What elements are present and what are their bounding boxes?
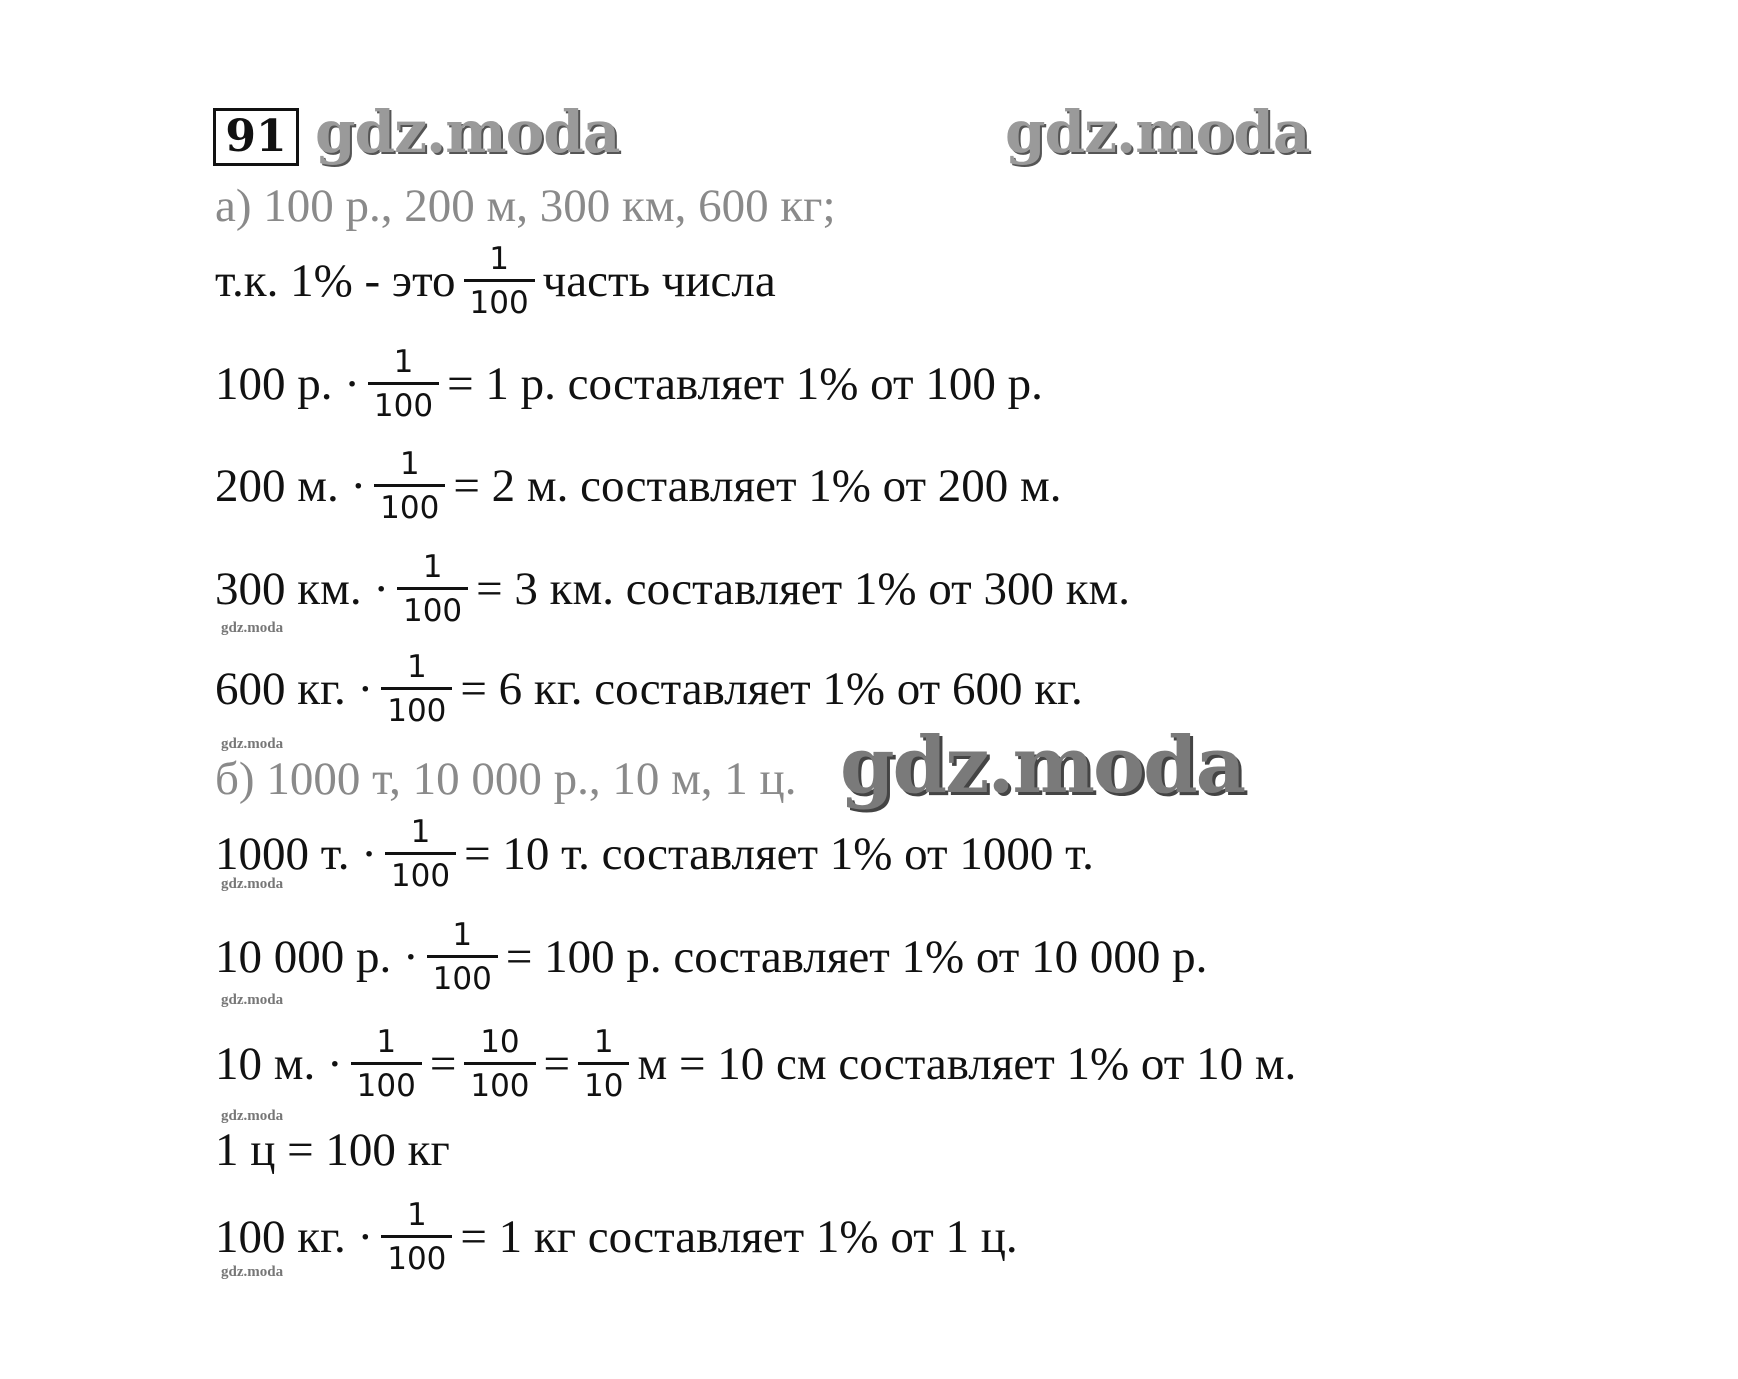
equation-left: 600 кг. · <box>215 662 374 715</box>
equation-line <box>215 813 1094 896</box>
watermark-small: gdz.moda <box>221 876 284 892</box>
fraction <box>464 240 535 323</box>
fraction <box>464 1023 535 1106</box>
watermark-small: gdz.moda <box>221 620 284 636</box>
watermark-small: gdz.moda <box>221 992 284 1008</box>
equation-line-meters <box>215 1023 1296 1106</box>
watermark-small: gdz.moda <box>221 736 284 752</box>
equation-right: = 3 км. составляет 1% от 300 км. <box>476 562 1131 615</box>
intro-after: часть числа <box>542 254 776 307</box>
fraction-numerator: 1 <box>406 1197 427 1233</box>
fraction <box>427 916 498 999</box>
equation-right: = 100 р. составляет 1% от 10 000 р. <box>505 930 1208 983</box>
fraction-numerator: 1 <box>489 241 509 277</box>
fraction-denominator: 100 <box>368 382 439 426</box>
equation-left: 10 000 р. · <box>215 930 419 983</box>
equation-line <box>215 343 1043 426</box>
fraction <box>374 445 445 528</box>
centner-line: 1 ц = 100 кг <box>215 1124 450 1176</box>
fraction <box>578 1023 629 1106</box>
equation-line <box>215 445 1062 528</box>
equation-left: 300 км. · <box>215 562 389 615</box>
watermark-small: gdz.moda <box>221 1264 284 1280</box>
equation-line <box>215 548 1130 631</box>
watermark-small: gdz.moda <box>221 1108 284 1124</box>
equation-left: 200 м. · <box>215 459 367 512</box>
task-number: 91 <box>213 108 299 166</box>
equals-sign: = <box>543 1037 571 1090</box>
fraction-denominator: 100 <box>385 852 456 896</box>
intro-line <box>215 240 776 323</box>
part-a-header: а) 100 р., 200 м, 300 км, 600 кг; <box>215 180 836 232</box>
fraction-denominator: 100 <box>381 1235 452 1279</box>
fraction <box>385 813 456 896</box>
equation-left: 1000 т. · <box>215 827 377 880</box>
fraction-denominator: 100 <box>374 484 445 528</box>
fraction-denominator: 100 <box>464 279 535 323</box>
fraction <box>351 1023 422 1106</box>
fraction-numerator: 1 <box>452 917 473 953</box>
equation-line <box>215 916 1207 999</box>
equation-right: = 1 р. составляет 1% от 100 р. <box>447 357 1043 410</box>
fraction-numerator: 1 <box>393 344 414 380</box>
fraction-numerator: 1 <box>410 814 431 850</box>
fraction-numerator: 1 <box>422 549 443 585</box>
equation-right: = 6 кг. составляет 1% от 600 кг. <box>460 662 1083 715</box>
fraction-numerator: 1 <box>376 1024 397 1060</box>
equation-line <box>215 1196 1018 1279</box>
fraction <box>397 548 468 631</box>
equation-left: 10 м. · <box>215 1037 343 1090</box>
watermark-logo: gdz.moda <box>315 98 620 166</box>
equation-right: м = 10 см составляет 1% от 10 м. <box>637 1037 1297 1090</box>
fraction-denominator: 100 <box>351 1062 422 1106</box>
equation-left: 100 р. · <box>215 357 360 410</box>
equation-line <box>215 648 1083 731</box>
fraction-numerator: 1 <box>593 1024 614 1060</box>
equation-left: 100 кг. · <box>215 1210 374 1263</box>
watermark-logo-large: gdz.moda <box>840 720 1245 811</box>
fraction-denominator: 100 <box>397 587 468 631</box>
equals-sign: = <box>429 1037 457 1090</box>
fraction-numerator: 1 <box>399 446 420 482</box>
fraction-numerator: 10 <box>480 1024 520 1060</box>
fraction <box>381 1196 452 1279</box>
part-b-header: б) 1000 т, 10 000 р., 10 м, 1 ц. <box>215 753 797 805</box>
fraction <box>368 343 439 426</box>
fraction-denominator: 100 <box>464 1062 535 1106</box>
equation-right: = 1 кг составляет 1% от 1 ц. <box>460 1210 1018 1263</box>
watermark-logo: gdz.moda <box>1005 98 1310 166</box>
fraction-denominator: 100 <box>381 687 452 731</box>
fraction-numerator: 1 <box>406 649 427 685</box>
intro-before: т.к. 1% - это <box>215 254 456 307</box>
equation-right: = 10 т. составляет 1% от 1000 т. <box>464 827 1094 880</box>
fraction-denominator: 10 <box>578 1062 629 1106</box>
fraction-denominator: 100 <box>427 955 498 999</box>
fraction <box>381 648 452 731</box>
equation-right: = 2 м. составляет 1% от 200 м. <box>453 459 1062 512</box>
